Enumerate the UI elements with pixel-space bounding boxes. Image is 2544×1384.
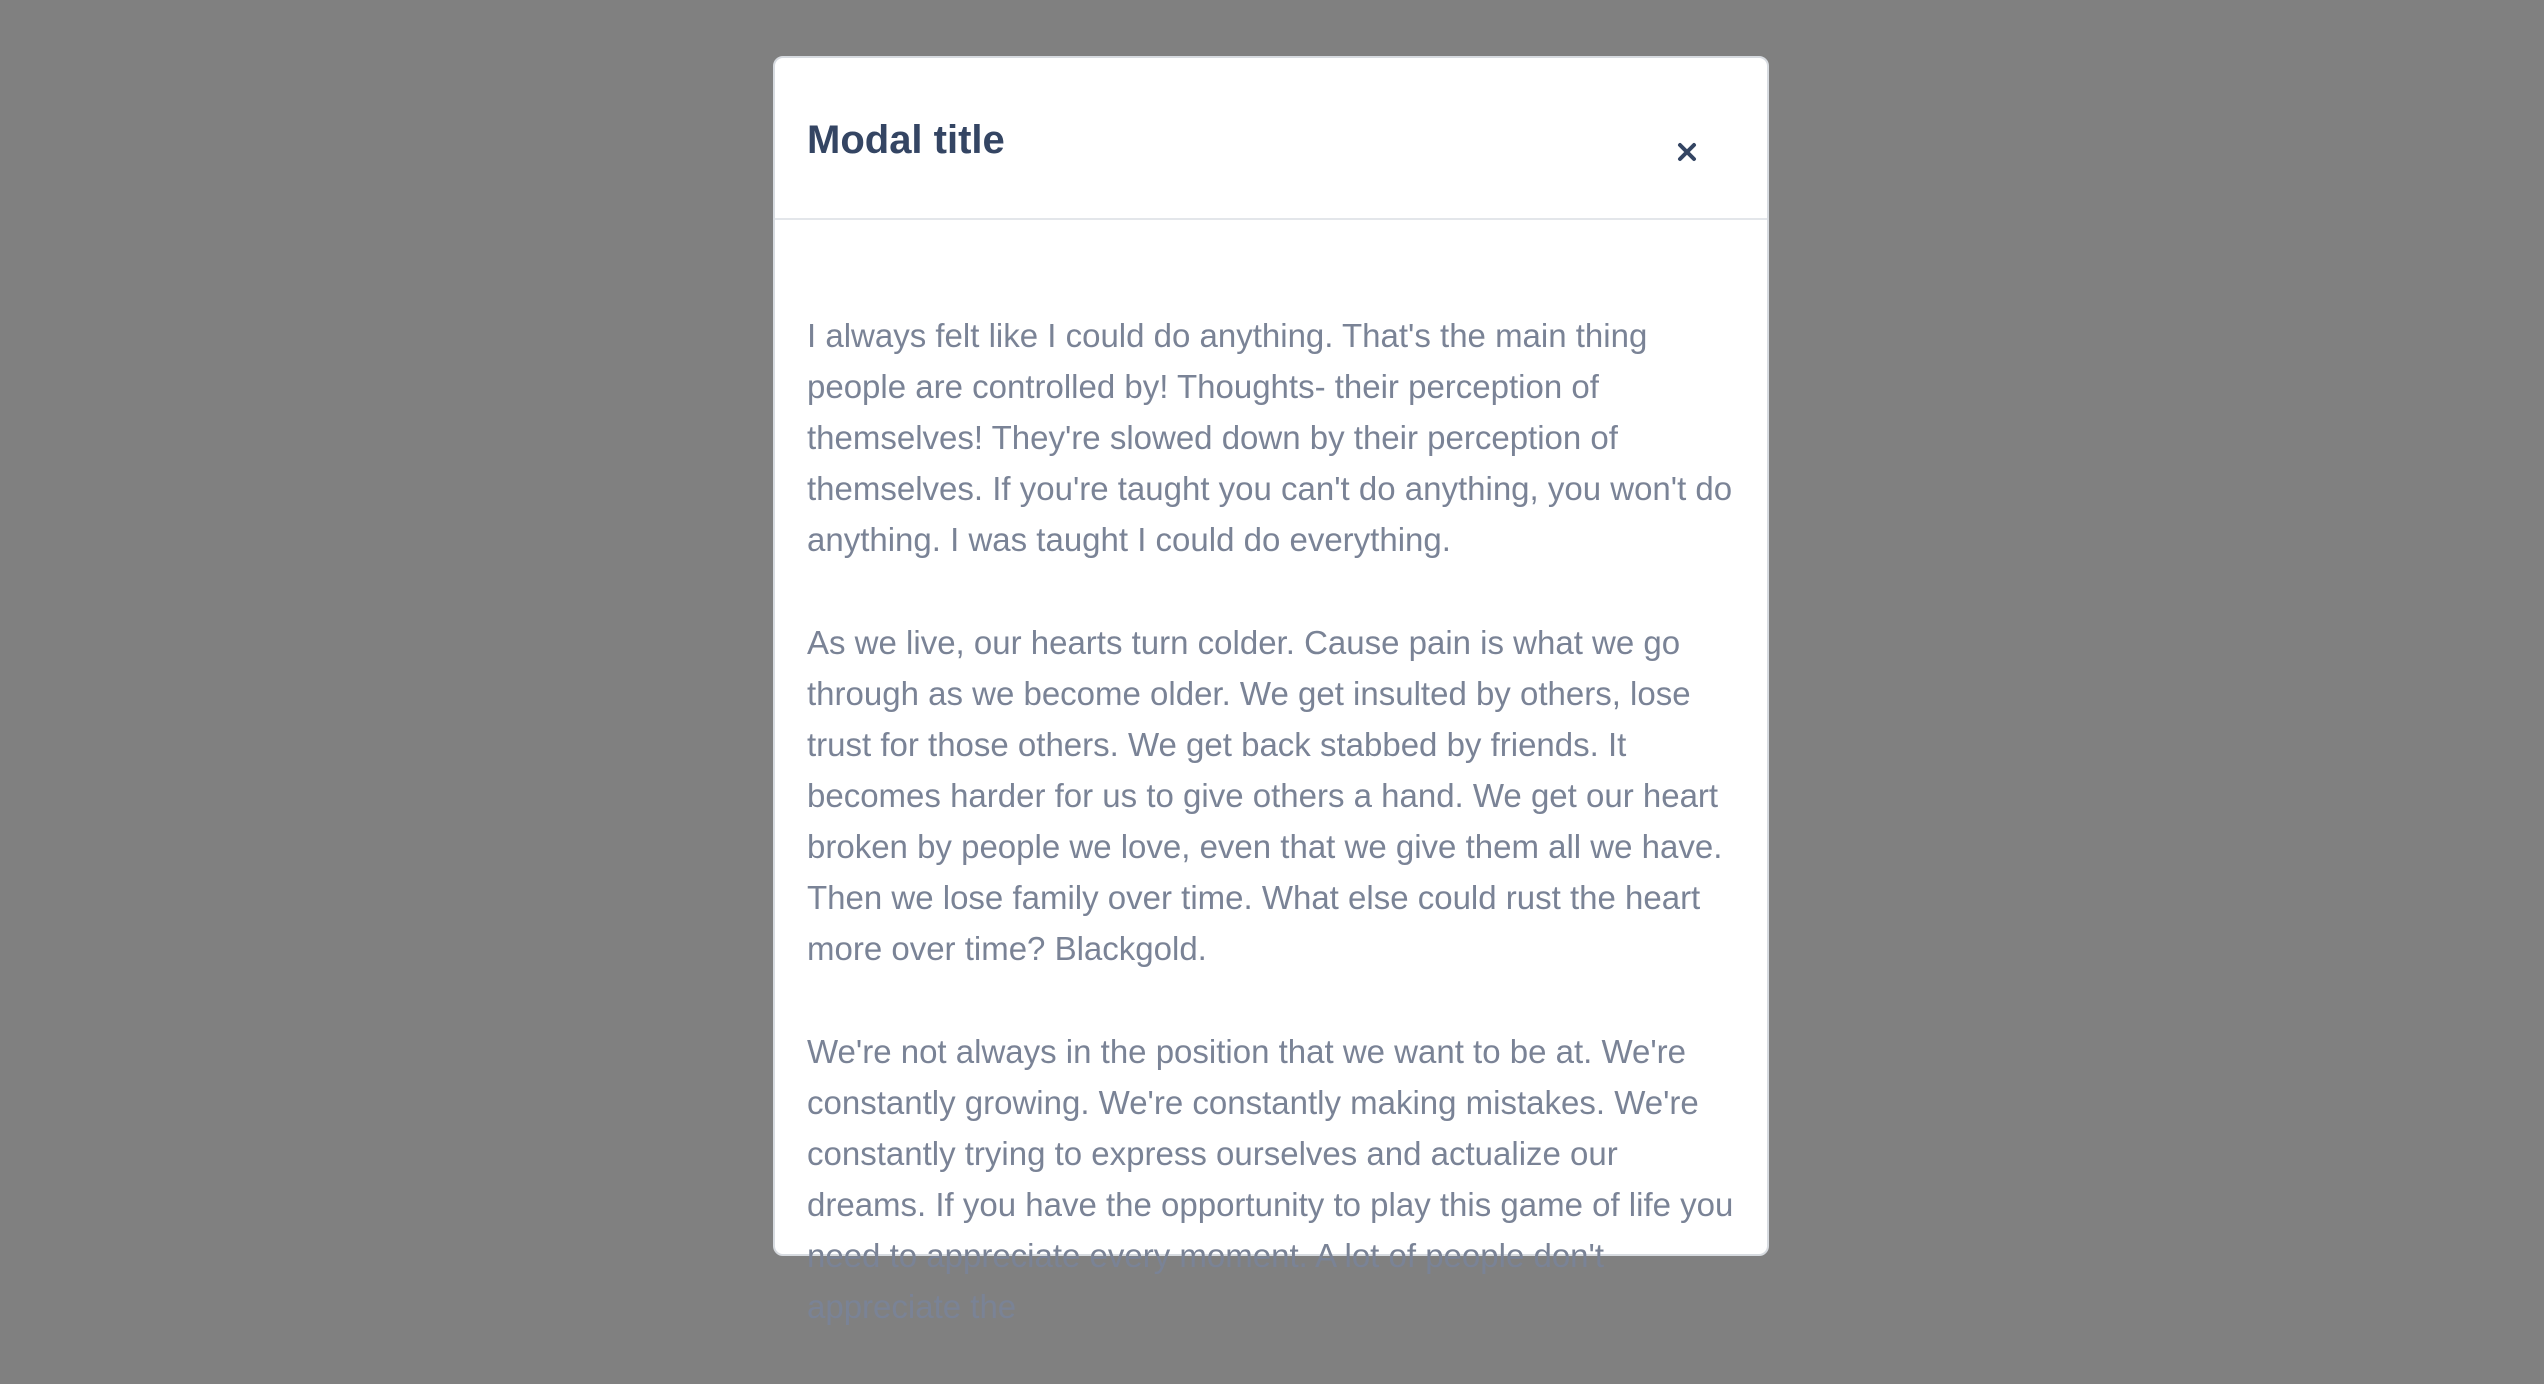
modal-header bbox=[775, 58, 1767, 220]
modal-paragraph: I always felt like I could do anything. That's the main thing people are controlled by! Thoughts- their perception of themselves! They're slowed down by their perception of themselves. If you're taught you can't do anything, you won't do anything. I was taught I could do everything. bbox=[807, 317, 1733, 558]
modal-title: Modal title bbox=[807, 118, 1005, 162]
modal-paragraph: We're not always in the position that we want to be at. We're constantly growing. We're constantly making mistakes. We're constantly trying to express ourselves and actualize our dreams. If you have the opportunity to play this game of life you need to appreciate every moment. A lot of people don't appreciate the bbox=[807, 1033, 1734, 1325]
close-button[interactable] bbox=[1655, 110, 1719, 174]
close-icon bbox=[1677, 142, 1697, 162]
modal-paragraph: As we live, our hearts turn colder. Cause pain is what we go through as we become older. We get insulted by others, lose trust for those others. We get back stabbed by friends. It becomes harder for us to give others a hand. We get our heart broken by people we love, even that we give them all we have. Then we lose family over time. What else could rust the heart more over time? Blackgold. bbox=[807, 624, 1723, 967]
modal-dialog bbox=[773, 56, 1769, 1325]
modal-body bbox=[807, 310, 1742, 1384]
